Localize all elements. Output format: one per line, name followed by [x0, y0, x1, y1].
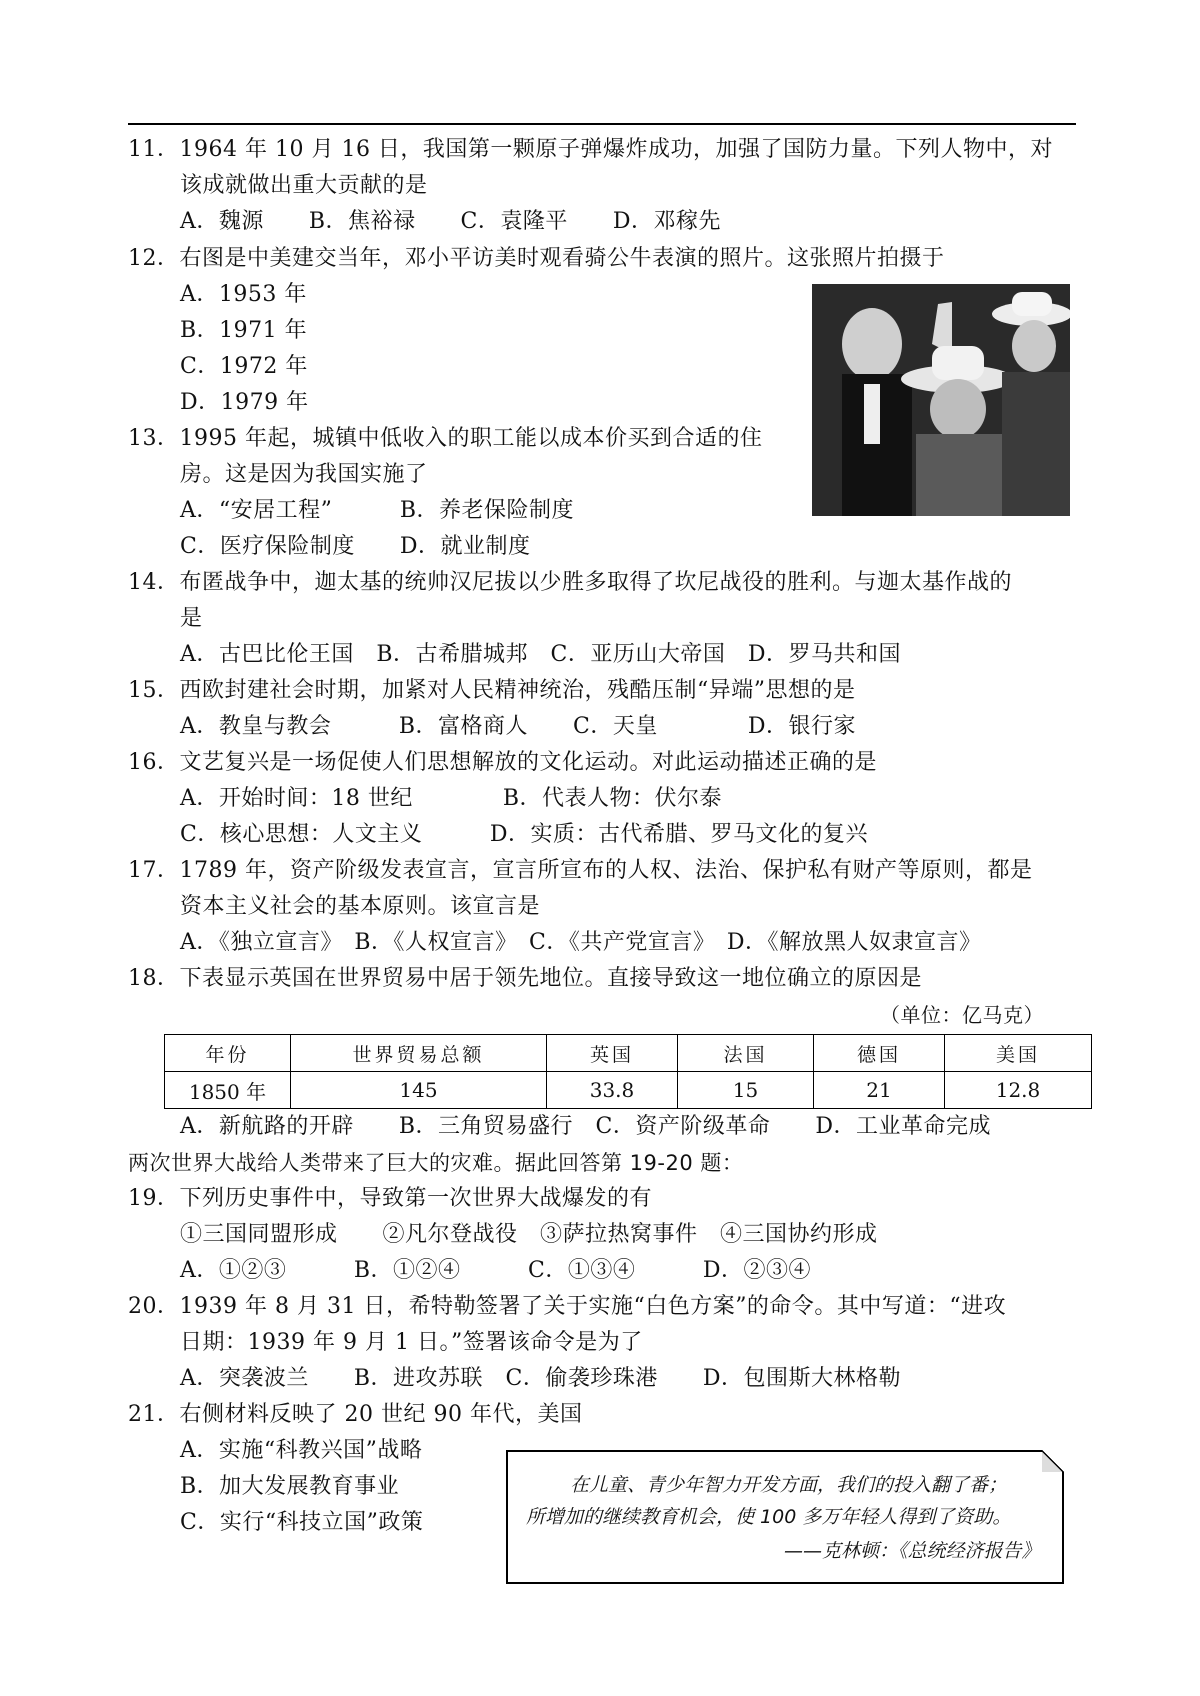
cell-germany: 21 — [814, 1072, 945, 1109]
photo-illustration — [812, 284, 1070, 516]
trade-table-header-row — [165, 1035, 1092, 1072]
header-usa: 美国 — [945, 1035, 1092, 1072]
q19-options: A．①②③ B．①②④ C．①③④ D．②③④ — [180, 1258, 812, 1283]
q20-stem-line2: 日期：1939 年 9 月 1 日。”签署该命令是为了 — [180, 1330, 643, 1355]
q21-option-c: C．实行“科技立国”政策 — [180, 1510, 424, 1535]
q20-stem-line1: 20．1939 年 8 月 31 日，希特勒签署了关于实施“白色方案”的命令。其中写道：“进攻 — [128, 1294, 1007, 1319]
cell-usa: 12.8 — [945, 1072, 1092, 1109]
q11-stem-line2: 该成就做出重大贡献的是 — [180, 173, 428, 198]
q19-stem: 19．下列历史事件中，导致第一次世界大战爆发的有 — [128, 1186, 652, 1211]
folded-corner-icon — [1042, 1450, 1064, 1472]
q16-options-line2: C．核心思想：人文主义 D．实质：古代希腊、罗马文化的复兴 — [180, 822, 868, 847]
q15-options: A．教皇与教会 B．富格商人 C．天皇 D．银行家 — [180, 714, 857, 739]
cell-year: 1850 年 — [165, 1072, 291, 1109]
header-year: 年份 — [165, 1035, 291, 1072]
page-top-rule — [128, 123, 1076, 125]
trade-table-row — [165, 1072, 1092, 1109]
q12-option-b: B．1971 年 — [180, 318, 308, 343]
q13-stem-line2: 房。这是因为我国实施了 — [180, 462, 428, 487]
q16-options-line1: A．开始时间：18 世纪 B．代表人物：伏尔泰 — [180, 786, 723, 811]
header-france: 法国 — [678, 1035, 814, 1072]
q21-option-b: B．加大发展教育事业 — [180, 1474, 400, 1499]
quote-box — [506, 1450, 1064, 1584]
q11-options: A．魏源 B．焦裕禄 C．袁隆平 D．邓稼先 — [180, 209, 722, 234]
header-world-total: 世界贸易总额 — [291, 1035, 547, 1072]
q11-stem-line1: 11．1964 年 10 月 16 日，我国第一颗原子弹爆炸成功，加强了国防力量。下列人物中，对 — [128, 137, 1053, 162]
q14-stem-line1: 14．布匿战争中，迦太基的统帅汉尼拔以少胜多取得了坎尼战役的胜利。与迦太基作战的 — [128, 570, 1012, 595]
trade-table — [164, 1034, 1092, 1109]
quote-line2: 所增加的继续教育机会，使 100 多万年轻人得到了资助。 — [526, 1506, 1012, 1528]
q12-option-a: A．1953 年 — [180, 282, 307, 307]
header-britain: 英国 — [547, 1035, 678, 1072]
q12-stem: 12．右图是中美建交当年，邓小平访美时观看骑公牛表演的照片。这张照片拍摄于 — [128, 246, 945, 271]
q13-options-line2: C．医疗保险制度 D．就业制度 — [180, 534, 531, 559]
q16-stem: 16．文艺复兴是一场促使人们思想解放的文化运动。对此运动描述正确的是 — [128, 750, 877, 775]
cell-france: 15 — [678, 1072, 814, 1109]
q17-stem-line2: 资本主义社会的基本原则。该宣言是 — [180, 894, 541, 919]
q15-stem: 15．西欧封建社会时期，加紧对人民精神统治，残酷压制“异端”思想的是 — [128, 678, 856, 703]
q14-options: A．古巴比伦王国 B．古希腊城邦 C．亚历山大帝国 D．罗马共和国 — [180, 642, 902, 667]
q18-stem: 18．下表显示英国在世界贸易中居于领先地位。直接导致这一地位确立的原因是 — [128, 966, 922, 991]
q13-stem-line1: 13．1995 年起，城镇中低收入的职工能以成本价买到合适的住 — [128, 426, 763, 451]
q14-stem-line2: 是 — [180, 606, 203, 631]
historical-photo — [812, 284, 1070, 516]
quote-source: ——克林顿：《总统经济报告》 — [784, 1540, 1041, 1562]
q13-options-line1: A．“安居工程” B．养老保险制度 — [180, 498, 575, 523]
quote-line1: 在儿童、青少年智力开发方面，我们的投入翻了番； — [570, 1474, 1008, 1496]
q12-option-d: D．1979 年 — [180, 390, 309, 415]
q19-items: ①三国同盟形成 ②凡尔登战役 ③萨拉热窝事件 ④三国协约形成 — [180, 1222, 878, 1247]
q17-stem-line1: 17．1789 年，资产阶级发表宣言，宣言所宣布的人权、法治、保护私有财产等原则，都是 — [128, 858, 1033, 883]
q18-unit-note: （单位：亿马克） — [880, 1003, 1044, 1027]
q21-option-a: A．实施“科教兴国”战略 — [180, 1438, 423, 1463]
section-lead-in: 两次世界大战给人类带来了巨大的灾难。据此回答第 19-20 题： — [128, 1151, 744, 1175]
cell-world-total: 145 — [291, 1072, 547, 1109]
q20-options: A．突袭波兰 B．进攻苏联 C．偷袭珍珠港 D．包围斯大林格勒 — [180, 1366, 902, 1391]
q17-options: A．《独立宣言》 B．《人权宣言》 C．《共产党宣言》 D．《解放黑人奴隶宣言》 — [180, 930, 982, 955]
q12-option-c: C．1972 年 — [180, 354, 308, 379]
q18-options: A．新航路的开辟 B．三角贸易盛行 C．资产阶级革命 D．工业革命完成 — [180, 1114, 992, 1139]
cell-britain: 33.8 — [547, 1072, 678, 1109]
q21-stem: 21．右侧材料反映了 20 世纪 90 年代，美国 — [128, 1402, 583, 1427]
header-germany: 德国 — [814, 1035, 945, 1072]
